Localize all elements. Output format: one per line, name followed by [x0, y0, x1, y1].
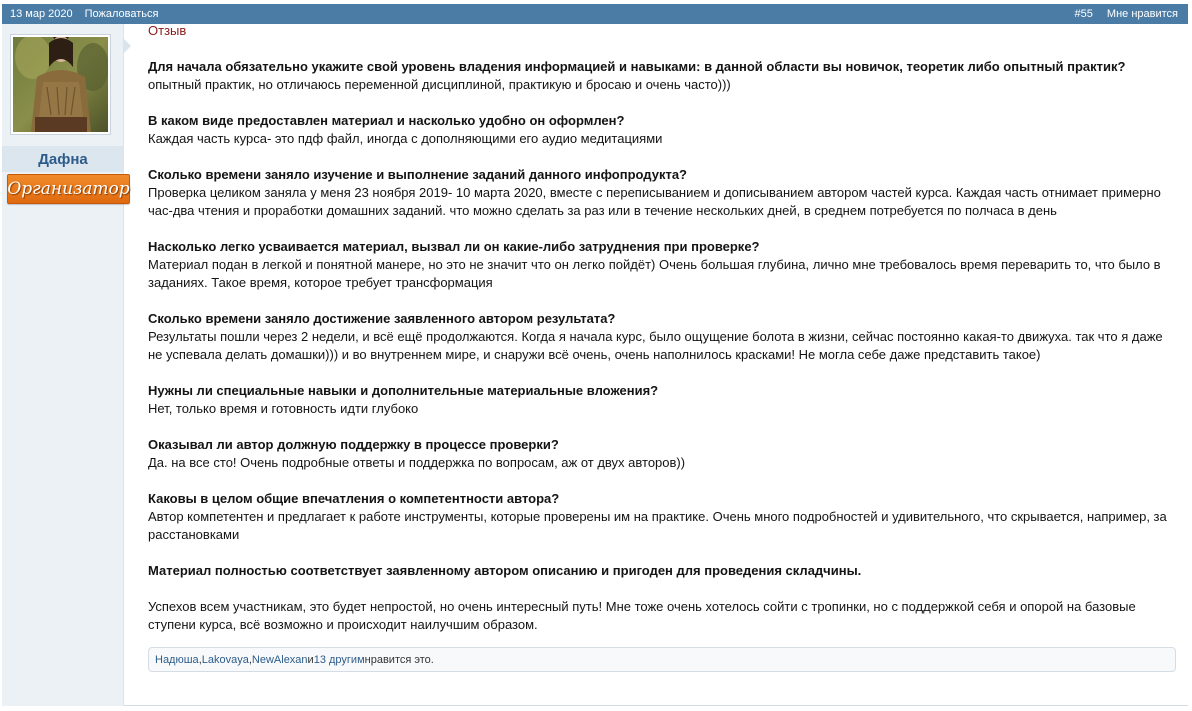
likes-separator: , [198, 653, 202, 666]
question: Каковы в целом общие впечатления о компетентности автора? [148, 491, 560, 506]
qa-block-4 [148, 238, 1178, 292]
others-link[interactable]: 13 другим [313, 653, 365, 666]
question: Нужны ли специальные навыки и дополнительные материальные вложения? [148, 383, 659, 398]
answer: Каждая часть курса- это пдф файл, иногда с дополняющими его аудио медитациями [148, 131, 663, 146]
qa-block-6 [148, 382, 1178, 418]
answer: Результаты пошли через 2 недели, и всё ещё продолжаются. Когда я начала курс, было ощущение болота в жизни, сейчас постоянно какая-то движуха. так что я даже не успевала делать домашки))) и во внутреннем мире, и снаружи всё очень, очень наполнилось красками! Не могла себе даже представить такое) [148, 329, 1163, 362]
qa-block-8 [148, 490, 1178, 544]
qa-block-5 [148, 310, 1178, 364]
answer: Нет, только время и готовность идти глубоко [148, 401, 419, 416]
answer: Да. на все сто! Очень подробные ответы и поддержка по вопросам, аж от двух авторов)) [148, 455, 686, 470]
like-link[interactable]: Мне нравится [1106, 8, 1178, 20]
question: Сколько времени заняло достижение заявленного автором результата? [148, 311, 616, 326]
likes-and: и [307, 653, 314, 666]
sidebar-arrow-decoration [123, 38, 131, 54]
answer: Материал подан в легкой и понятной манере, но это не значит что он легко пойдёт) Очень большая глубина, лично мне требовалось время переварить то, что было в заданиях. Такое время, которое требует трансформация [148, 257, 1161, 290]
username-box [2, 146, 124, 172]
likes-suffix: нравится это. [364, 653, 434, 666]
liker-link[interactable]: Надюша [155, 653, 199, 666]
question: Оказывал ли автор должную поддержку в процессе проверки? [148, 437, 559, 452]
organizer-badge [7, 174, 130, 204]
post-content [148, 22, 1178, 634]
closing-text: Успехов всем участникам, это будет непростой, но очень интересный путь! Мне тоже очень хотелось сойти с тропинки, но с поддержкой себя и опорой на базовые ступени курса, всё возможно и происходит наилучшим образом. [148, 599, 1136, 632]
liker-link[interactable]: Lakovaya [201, 653, 249, 666]
question: Насколько легко усваивается материал, вызвал ли он какие-либо затруднения при проверке? [148, 239, 760, 254]
badge-label: Организатор [7, 179, 130, 199]
post-date[interactable]: 13 мар 2020 [10, 8, 73, 20]
avatar[interactable] [10, 34, 111, 135]
question: Для начала обязательно укажите свой уровень владения информацией и навыками: в данной области вы новичок, теоретик либо опытный практик? [148, 59, 1126, 74]
review-heading: Отзыв [148, 23, 187, 38]
qa-block-2 [148, 112, 1178, 148]
question: Сколько времени заняло изучение и выполнение заданий данного инфопродукта? [148, 167, 687, 182]
qa-block-3 [148, 166, 1178, 220]
review-verdict: Материал полностью соответствует заявленному автором описанию и пригоден для проведения складчины. [148, 563, 862, 578]
report-link[interactable]: Пожаловаться [84, 8, 159, 20]
post-header-bar [2, 4, 1188, 24]
question: В каком виде предоставлен материал и насколько удобно он оформлен? [148, 113, 625, 128]
qa-block-7 [148, 436, 1178, 472]
username[interactable]: Дафна [38, 150, 88, 168]
answer: опытный практик, но отличаюсь переменной дисциплиной, практикую и бросаю и очень часто))) [148, 77, 731, 92]
user-sidebar [2, 24, 130, 706]
avatar-image [13, 37, 108, 132]
qa-block-1 [148, 58, 1178, 94]
likes-summary [148, 647, 1176, 672]
answer: Автор компетентен и предлагает к работе инструменты, которые проверены им на практике. Очень много подробностей и удивительного, что скрывается, например, за расстановками [148, 509, 1167, 542]
post-number-link[interactable]: #55 [1074, 8, 1093, 20]
likes-separator: , [248, 653, 252, 666]
answer: Проверка целиком заняла у меня 23 ноября 2019- 10 марта 2020, вместе с переписыванием и дописыванием автором частей курса. Каждая часть отнимает примерно час-два чтения и проработки домашних заданий. что можно сделать за раз или в течение нескольких дней, в среднем потребуется по полчаса в день [148, 185, 1161, 218]
liker-link[interactable]: NewAlexan [251, 653, 308, 666]
